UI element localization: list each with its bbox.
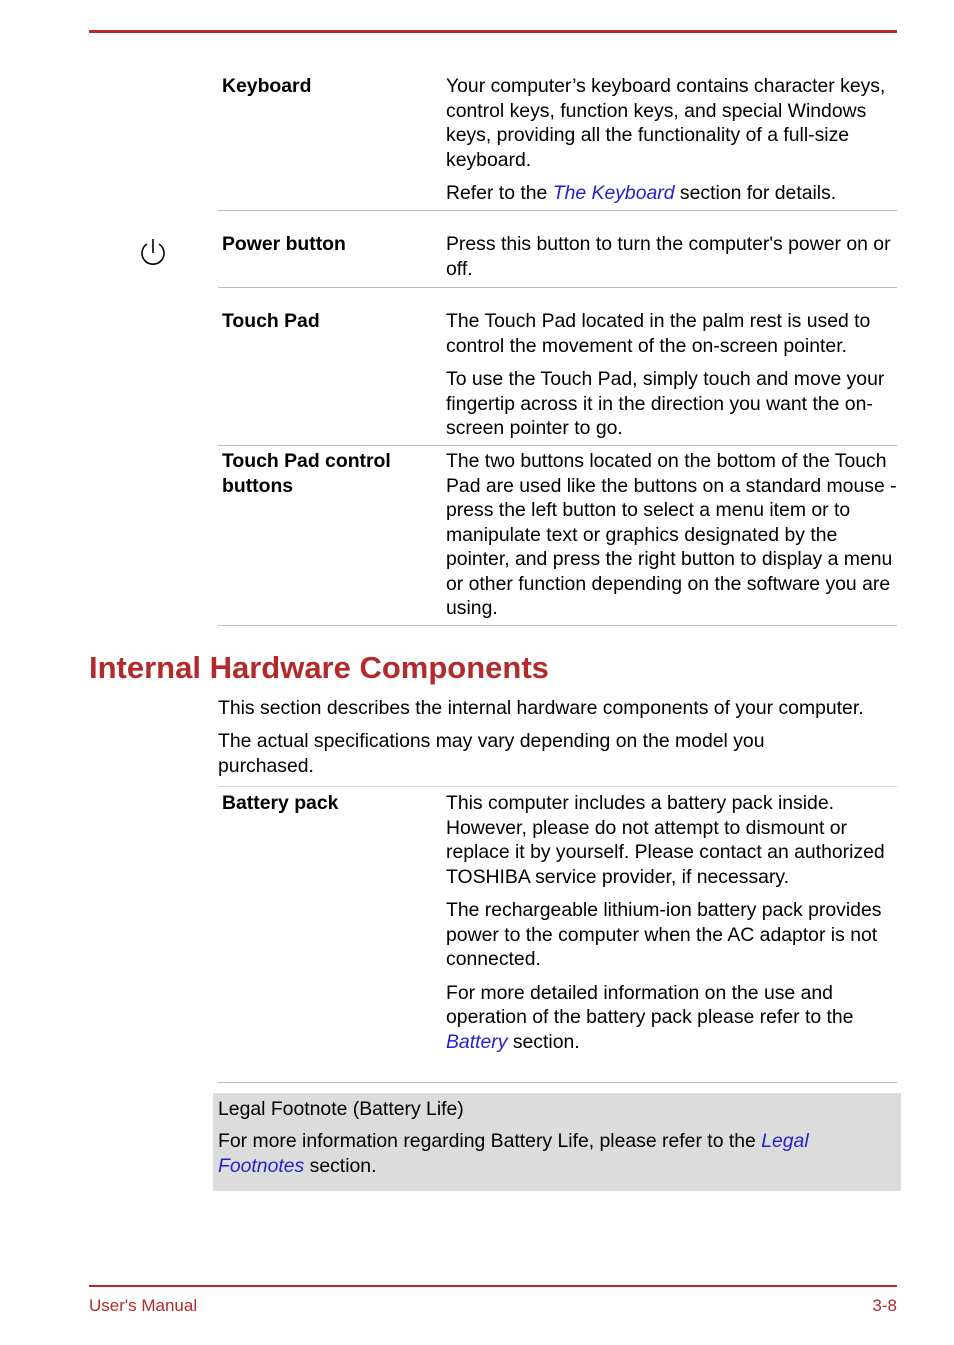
link-legal-footnotes[interactable]: Legal Footnotes <box>218 1130 809 1177</box>
section-intro-2: The actual specifications may vary depending on the model you purchased. <box>218 730 765 777</box>
table-row-power-button <box>218 210 897 288</box>
desc-paragraph: Your computer’s keyboard contains character keys, control keys, function keys, and special Windows keys, providing all the functionality of a full-size keyboard. <box>446 75 886 171</box>
section-heading: Internal Hardware Components <box>89 650 549 685</box>
term-battery-pack: Battery pack <box>222 792 339 814</box>
footer-rule <box>89 1285 897 1287</box>
desc-paragraph: The rechargeable lithium-ion battery pack provides power to the computer when the AC adaptor is not connected. <box>446 899 882 970</box>
table-row-keyboard <box>218 70 897 211</box>
term-keyboard: Keyboard <box>222 75 312 97</box>
desc-paragraph: This computer includes a battery pack inside. However, please do not attempt to dismount or replace it by yourself. Please contact an authorized TOSHIBA service provider, if necessary. <box>446 792 885 888</box>
desc-paragraph: Press this button to turn the computer's power on or off. <box>446 233 891 280</box>
desc-keyboard <box>446 74 898 215</box>
legal-footnote-text: For more information regarding Battery Life, please refer to the Legal Footnotes section. <box>218 1130 809 1177</box>
header-rule <box>89 30 897 33</box>
term-power-button: Power button <box>222 233 346 255</box>
desc-reference: For more detailed information on the use and operation of the battery pack please refer to the Battery section. <box>446 981 854 1053</box>
desc-power-button <box>446 232 898 290</box>
desc-battery-pack <box>446 791 898 1063</box>
power-icon <box>139 238 167 268</box>
link-the-keyboard[interactable]: The Keyboard <box>552 182 675 204</box>
section-intro-1: This section describes the internal hardware components of your computer. <box>218 697 864 719</box>
desc-reference: Refer to the The Keyboard section for details. <box>446 182 837 204</box>
term-touch-pad: Touch Pad <box>222 310 320 332</box>
table-row-touch-pad <box>218 287 897 446</box>
desc-touch-pad <box>446 309 898 450</box>
desc-touch-pad-control-buttons <box>446 449 898 630</box>
table-row-battery-pack <box>218 786 897 1083</box>
table-row-touch-pad-control-buttons <box>218 445 897 626</box>
desc-paragraph: The two buttons located on the bottom of the Touch Pad are used like the buttons on a standard mouse - press the left button to select a menu item or to manipulate text or graphics designated by the pointer, and press the right button to display a menu or other function depending on the software you are using. <box>446 450 897 619</box>
footer-manual-title: User's Manual <box>89 1296 198 1315</box>
link-battery[interactable]: Battery <box>446 1030 508 1053</box>
legal-footnote-box <box>213 1093 901 1191</box>
term-touch-pad-control-buttons: Touch Pad control buttons <box>222 450 391 497</box>
desc-paragraph: The Touch Pad located in the palm rest is used to control the movement of the on-screen pointer. <box>446 310 871 357</box>
footer-page-number: 3-8 <box>872 1296 897 1315</box>
legal-footnote-title: Legal Footnote (Battery Life) <box>218 1098 464 1120</box>
desc-paragraph: To use the Touch Pad, simply touch and move your fingertip across it in the direction you want the on-screen pointer to go. <box>446 368 885 439</box>
